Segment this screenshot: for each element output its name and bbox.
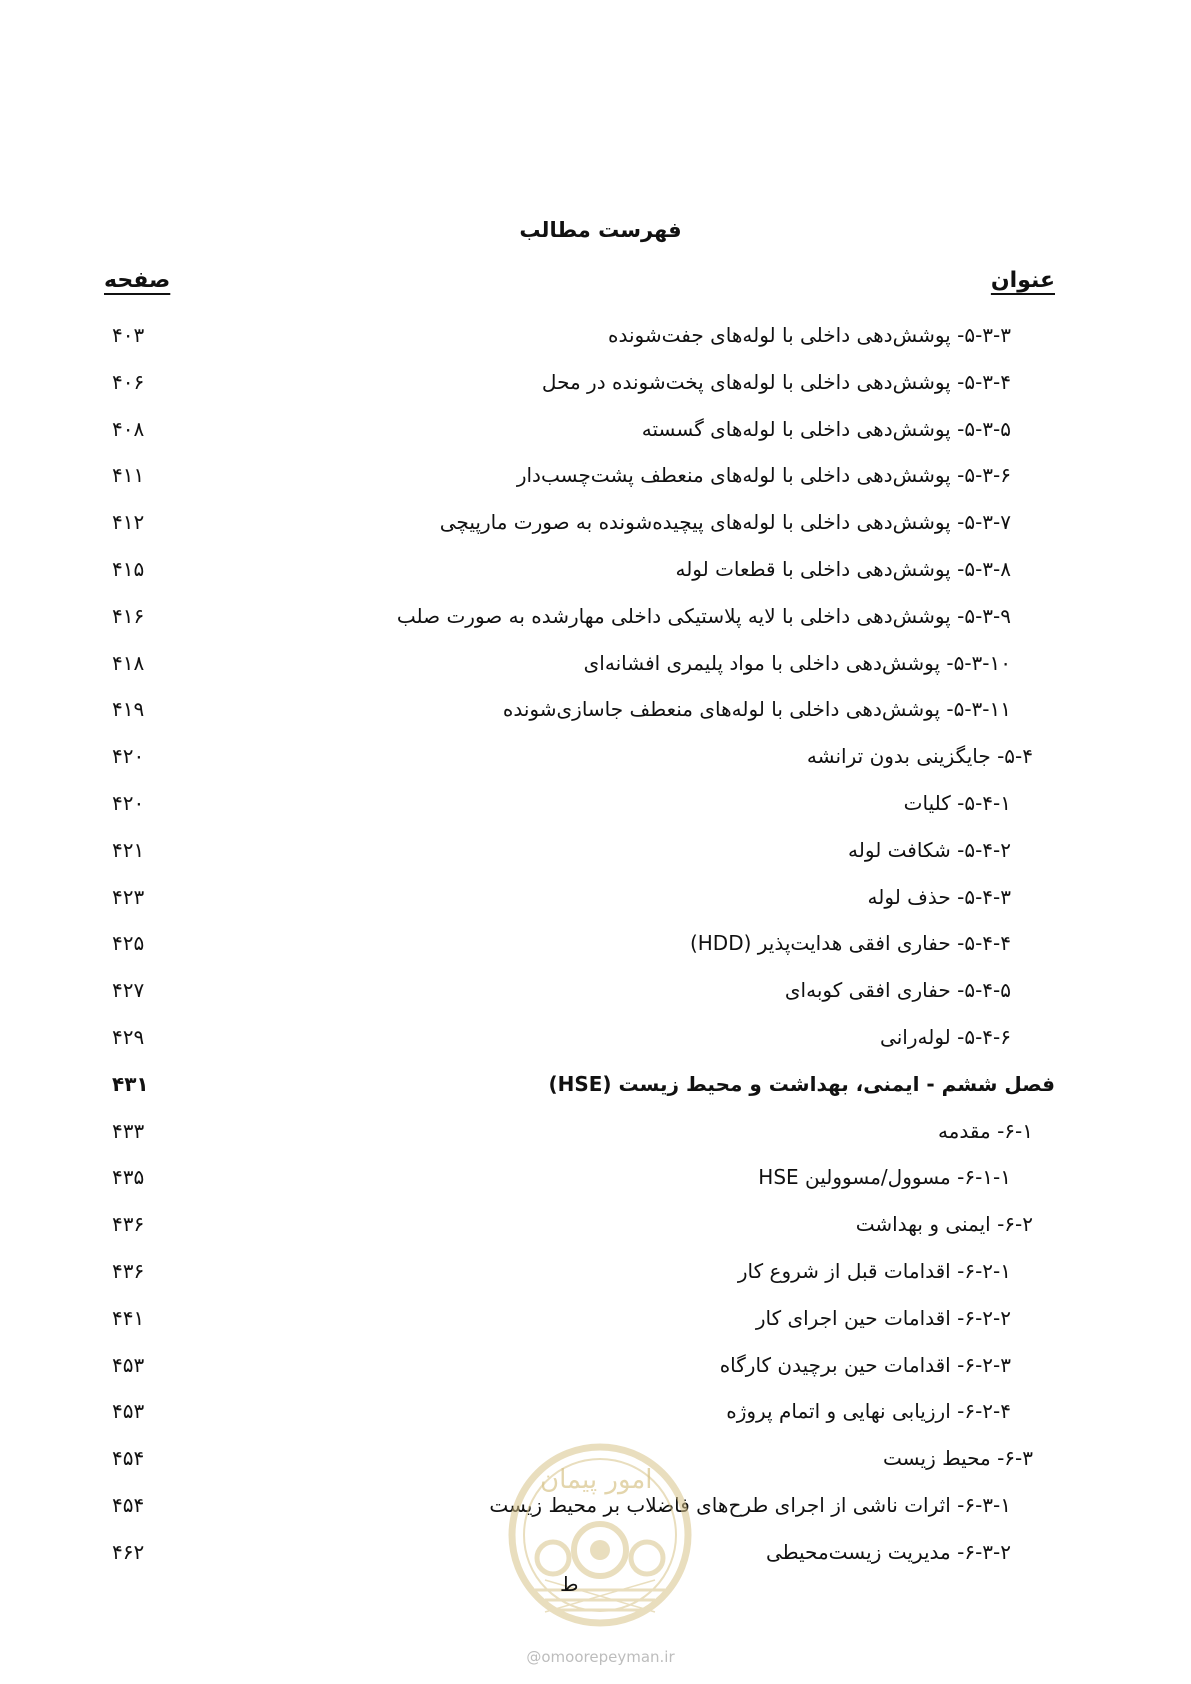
toc-entry-page: ۴۱۹	[112, 697, 145, 722]
toc-entry-page: ۴۵۳	[112, 1399, 145, 1424]
toc-entry[interactable]	[0, 827, 1191, 874]
toc-entry-page: ۴۰۸	[112, 416, 145, 441]
toc-entry-page: ۴۲۰	[112, 791, 145, 815]
toc-entry[interactable]	[0, 1201, 1191, 1248]
toc-entry-label: ۶-۲-۳- اقدامات حین برچیدن کارگاه	[719, 1352, 1011, 1377]
toc-entry[interactable]	[0, 1342, 1191, 1389]
toc-entry-page: ۴۵۴	[112, 1493, 145, 1517]
toc-title: فهرست مطالب	[519, 218, 682, 242]
toc-entry-page: ۴۳۶	[112, 1259, 145, 1283]
toc-entry-page: ۴۲۵	[112, 931, 145, 956]
toc-entry-page: ۴۲۰	[112, 744, 145, 769]
toc-entry-page: ۴۲۷	[112, 978, 145, 1003]
toc-entry[interactable]	[0, 593, 1191, 640]
toc-entry-label: ۶-۳-۱- اثرات ناشی از اجرای طرح‌های فاضلاب بر محیط زیست	[489, 1493, 1011, 1517]
toc-entry-page: ۴۰۳	[112, 323, 145, 347]
toc-entry[interactable]	[0, 686, 1191, 733]
toc-entry-label: ۵-۳-۱۱- پوشش‌دهی داخلی با لوله‌های منعطف جاسازی‌شونده	[502, 697, 1011, 722]
toc-entry[interactable]	[0, 780, 1191, 827]
toc-entry[interactable]	[0, 312, 1191, 359]
toc-entry[interactable]	[0, 967, 1191, 1014]
toc-entry[interactable]	[0, 1014, 1191, 1061]
toc-entry-page: ۴۶۲	[112, 1539, 145, 1564]
toc-entry-label: ۶-۱-۱- مسوول/مسوولین HSE	[758, 1165, 1011, 1190]
toc-entry-page: ۴۱۶	[112, 603, 145, 628]
toc-entry-label: ۵-۳-۳- پوشش‌دهی داخلی با لوله‌های جفت‌شونده	[607, 323, 1011, 347]
toc-entry[interactable]	[0, 546, 1191, 593]
toc-entry-label: ۵-۴- جایگزینی بدون ترانشه	[806, 744, 1033, 769]
toc-entry-label: ۵-۴-۵- حفاری افقی کوبه‌ای	[784, 978, 1011, 1003]
toc-entry-page: ۴۱۲	[112, 510, 145, 535]
toc-entry[interactable]	[0, 1061, 1191, 1108]
toc-entry[interactable]	[0, 1108, 1191, 1155]
toc-entry-label: ۵-۴-۱- کلیات	[903, 791, 1011, 815]
toc-entry-label: ۵-۳-۶- پوشش‌دهی داخلی با لوله‌های منعطف پشت‌چسب‌دار	[516, 463, 1011, 488]
toc-entry-page: ۴۳۶	[112, 1212, 145, 1237]
toc-entry[interactable]	[0, 1154, 1191, 1201]
toc-entry[interactable]	[0, 1295, 1191, 1342]
toc-entry-label: ۵-۳-۵- پوشش‌دهی داخلی با لوله‌های گسسته	[641, 416, 1011, 441]
toc-entry-page: ۴۴۱	[112, 1305, 145, 1330]
toc-entry-label: ۵-۳-۸- پوشش‌دهی داخلی با قطعات لوله	[675, 557, 1011, 581]
toc-entry-label: ۶-۲- ایمنی و بهداشت	[855, 1212, 1033, 1237]
toc-entry-label: ۵-۴-۲- شکافت لوله	[848, 837, 1011, 862]
toc-entry-page: ۴۲۹	[112, 1025, 145, 1049]
toc-entry[interactable]	[0, 640, 1191, 687]
column-header-title: عنوان	[990, 268, 1055, 293]
toc-entry-label: ۵-۴-۶- لوله‌رانی	[880, 1025, 1011, 1049]
toc-entry-page: ۴۱۱	[112, 463, 145, 488]
toc-entry[interactable]	[0, 406, 1191, 453]
toc-entry[interactable]	[0, 499, 1191, 546]
toc-entry-page: ۴۳۳	[112, 1118, 145, 1143]
toc-entry-label: ۵-۳-۴- پوشش‌دهی داخلی با لوله‌های پخت‌شونده در محل	[541, 369, 1011, 394]
toc-entry-page: ۴۲۳	[112, 884, 145, 909]
toc-entry-label: فصل ششم - ایمنی، بهداشت و محیط زیست (HSE)	[548, 1071, 1055, 1096]
toc-entry-page: ۴۵۴	[112, 1446, 145, 1471]
seal-text: امور پیمان	[540, 1465, 653, 1495]
toc-entry[interactable]	[0, 1248, 1191, 1295]
toc-entry-label: ۶-۲-۴- ارزیابی نهایی و اتمام پروژه	[726, 1399, 1011, 1424]
toc-entry-label: ۶-۳-۲- مدیریت زیست‌محیطی	[765, 1539, 1011, 1564]
page-letter: ط	[560, 1572, 579, 1596]
toc-entry-page: ۴۵۳	[112, 1352, 145, 1377]
toc-entry-label: ۵-۴-۳- حذف لوله	[867, 884, 1011, 909]
toc-entry[interactable]	[0, 874, 1191, 921]
toc-entry[interactable]	[0, 359, 1191, 406]
toc-entry-label: ۵-۳-۷- پوشش‌دهی داخلی با لوله‌های پیچیده‌شونده به صورت مارپیچی	[439, 510, 1011, 535]
toc-entry-label: ۵-۴-۴- حفاری افقی هدایت‌پذیر (HDD)	[689, 931, 1011, 956]
toc-entry-label: ۵-۳-۱۰- پوشش‌دهی داخلی با مواد پلیمری افشانه‌ای	[583, 650, 1011, 675]
toc-entry-page: ۴۳۵	[112, 1165, 145, 1190]
toc-entry-label: ۶-۲-۲- اقدامات حین اجرای کار	[755, 1305, 1011, 1330]
column-header-page: صفحه	[104, 268, 171, 293]
toc-entry[interactable]	[0, 452, 1191, 499]
toc-entry-page: ۴۲۱	[112, 837, 145, 862]
watermark-url: @omoorepeyman.ir	[526, 1648, 675, 1666]
toc-entry-label: ۶-۲-۱- اقدامات قبل از شروع کار	[737, 1259, 1011, 1283]
toc-entry-page: ۴۱۸	[112, 650, 145, 675]
toc-entry-label: ۶-۳- محیط زیست	[883, 1446, 1033, 1471]
toc-entry-label: ۶-۱- مقدمه	[937, 1118, 1033, 1143]
toc-entry-page: ۴۰۶	[112, 369, 145, 394]
toc-entry-label: ۵-۳-۹- پوشش‌دهی داخلی با لایه پلاستیکی داخلی مهارشده به صورت صلب	[396, 603, 1011, 628]
toc-entry[interactable]	[0, 920, 1191, 967]
toc-entry-page: ۴۳۱	[112, 1071, 149, 1096]
toc-entry[interactable]	[0, 733, 1191, 780]
toc-entry-page: ۴۱۵	[112, 557, 145, 581]
toc-entry[interactable]	[0, 1388, 1191, 1435]
